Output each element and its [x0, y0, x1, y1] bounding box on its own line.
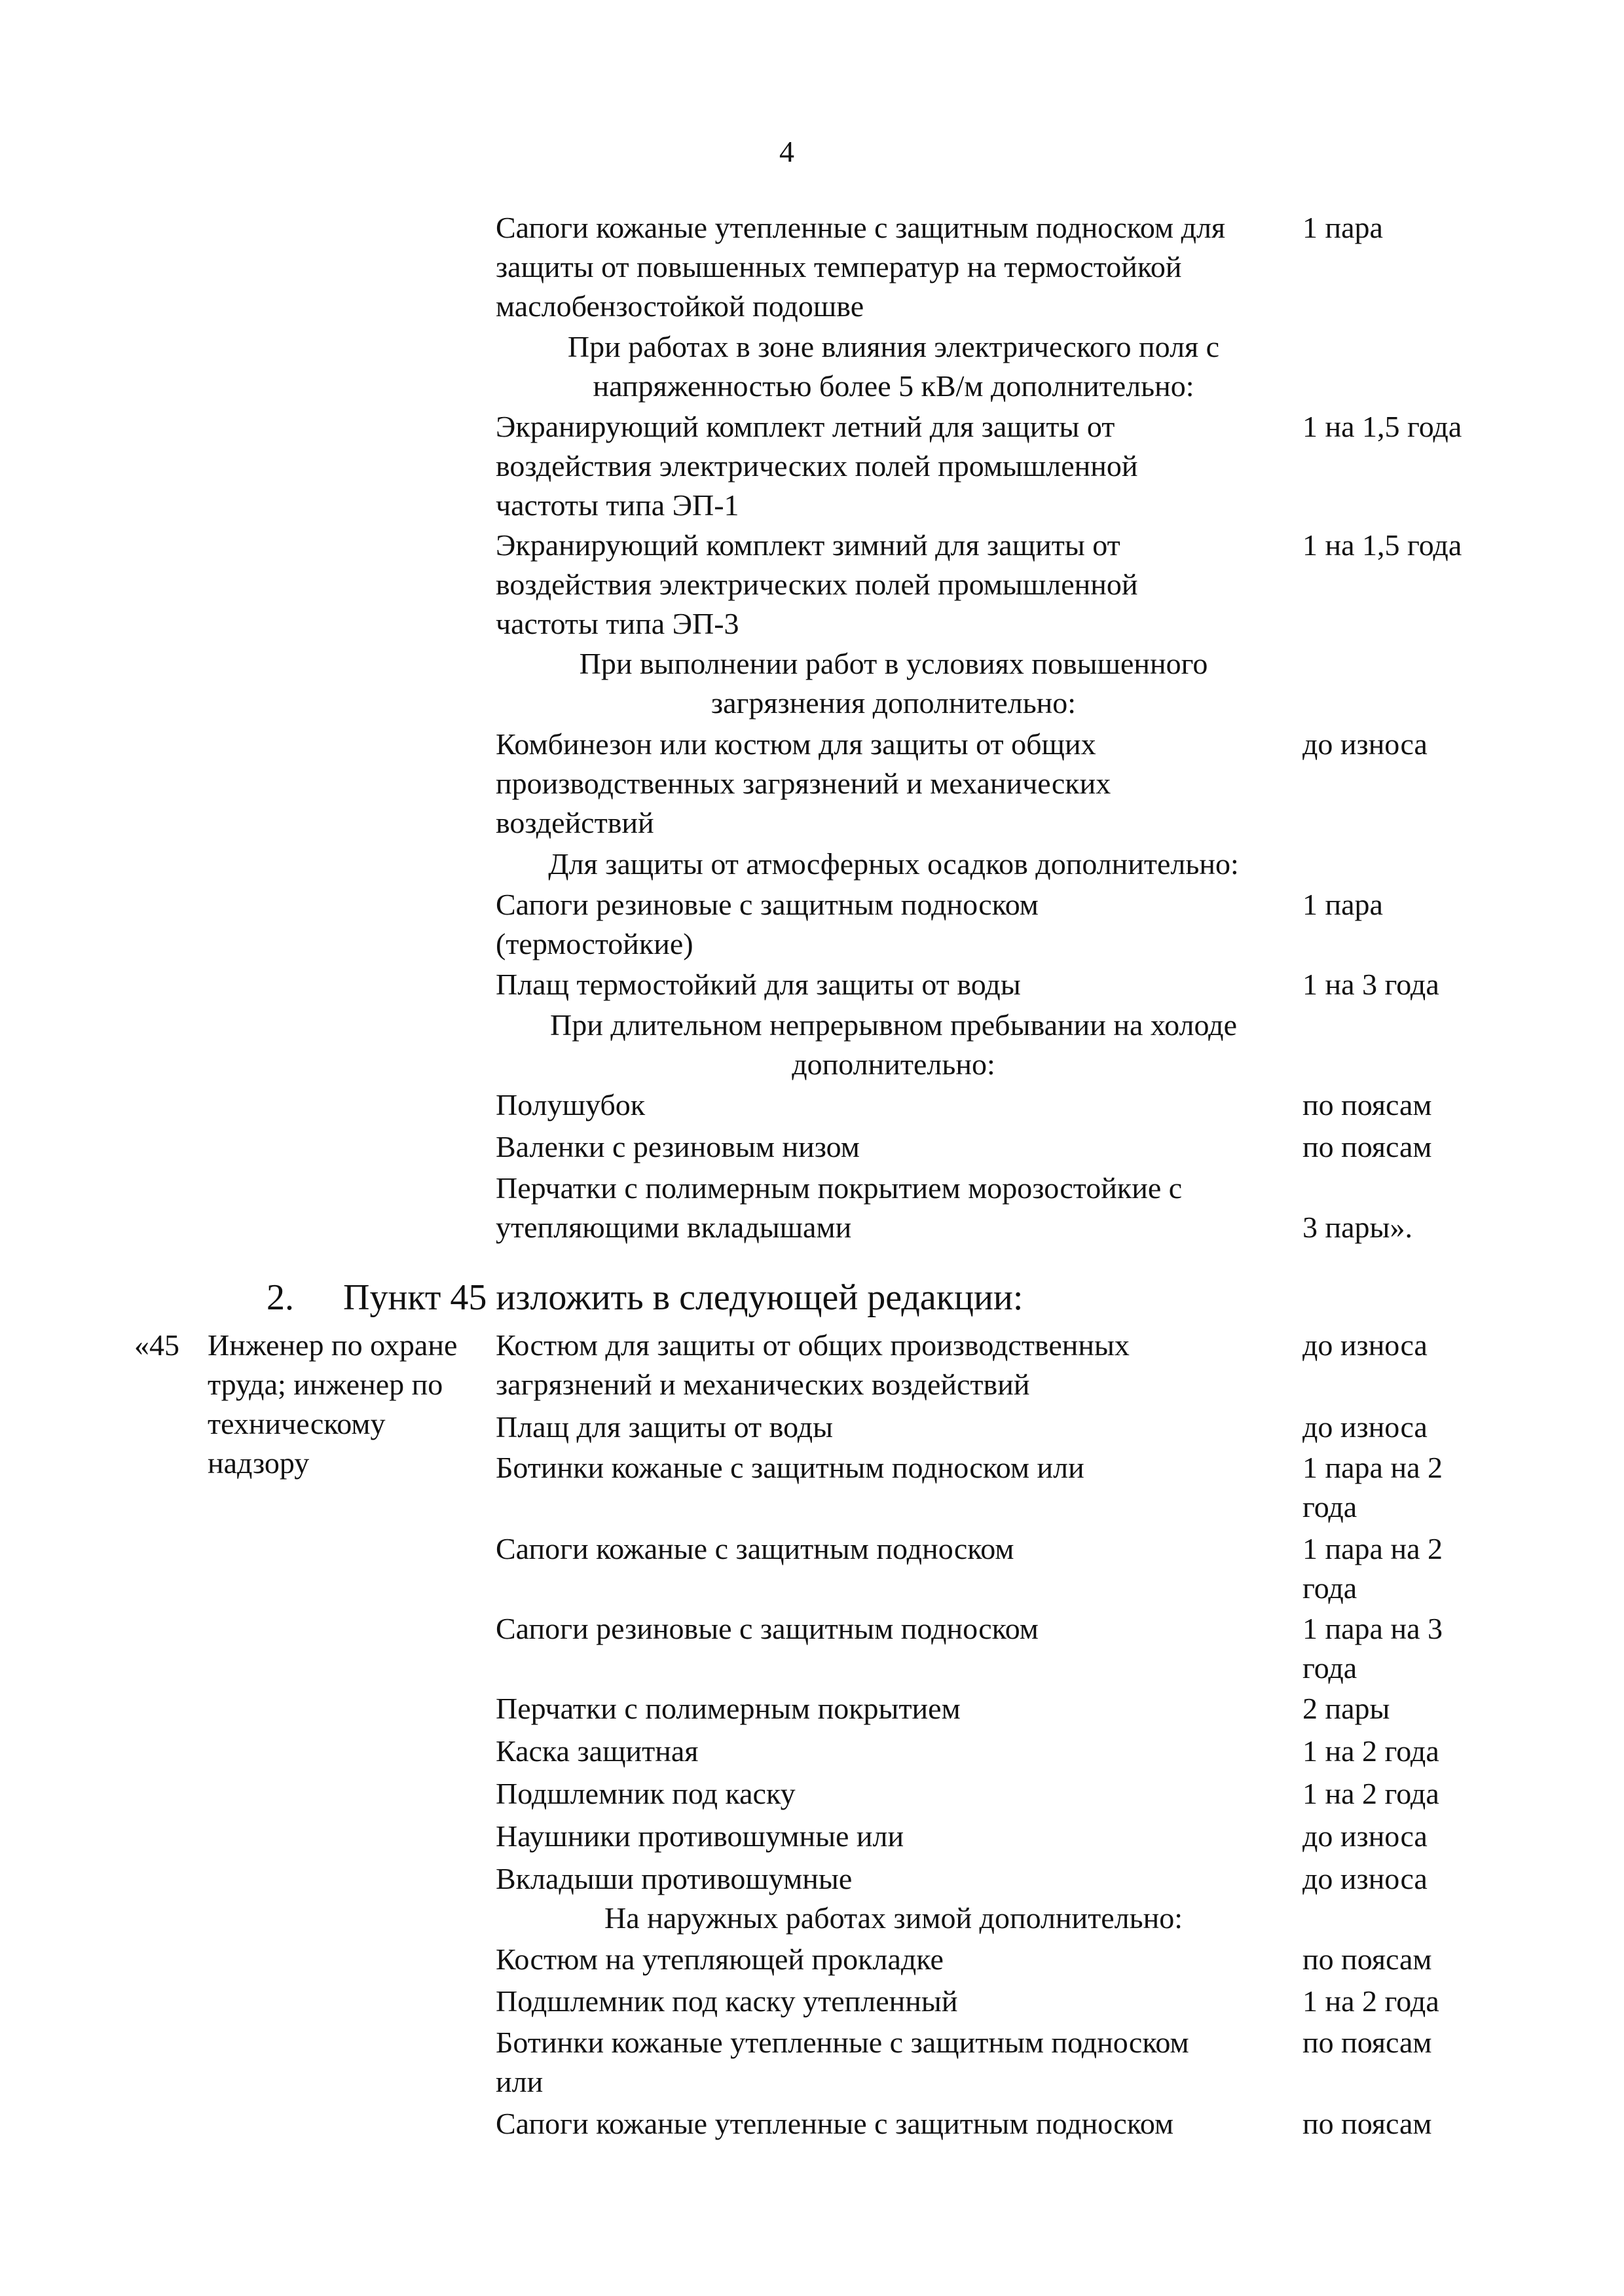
item-norm: 1 на 2 года — [1302, 1734, 1439, 1768]
item-name: Костюм на утепляющей прокладке — [496, 1942, 944, 1976]
item-norm: до износа — [1302, 1862, 1428, 1895]
item-name: Перчатки с полимерным покрытием — [496, 1692, 961, 1725]
item-name: Каска защитная — [496, 1734, 699, 1768]
item-norm: 1 на 3 года — [1302, 968, 1439, 1001]
item-name: Плащ термостойкий для защиты от воды — [496, 968, 1021, 1001]
section-subheading: На наружных работах зимой дополнительно: — [604, 1901, 1183, 1935]
item-norm: по поясам — [1302, 2026, 1432, 2059]
item-norm: до износа — [1302, 1328, 1428, 1362]
item-name: Подшлемник под каску — [496, 1777, 796, 1810]
item-norm: по поясам — [1302, 1942, 1432, 1976]
item-norm: 1 пара на 2 года — [1302, 1451, 1443, 1523]
item-name: Сапоги кожаные утепленные с защитным подноском — [496, 2107, 1174, 2140]
section-subheading: Для защиты от атмосферных осадков дополнительно: — [548, 847, 1239, 881]
item-name: Вкладыши противошумные — [496, 1862, 853, 1895]
item-norm: 1 на 2 года — [1302, 1984, 1439, 2018]
item-name: Ботинки кожаные утепленные с защитным подноском или — [496, 2026, 1189, 2098]
item-name: Сапоги резиновые с защитным подноском (термостойкие) — [496, 888, 1039, 960]
item-norm: 2 пары — [1302, 1692, 1390, 1725]
item-norm: 3 пары». — [1302, 1211, 1412, 1244]
item-norm: 1 пара на 3 года — [1302, 1612, 1443, 1685]
item-name: Экранирующий комплект зимний для защиты от воздействия электрических полей промышленной частоты типа ЭП-3 — [496, 528, 1138, 640]
section-subheading: При работах в зоне влияния электрического поля с напряженностью более 5 кВ/м дополнительно: — [567, 330, 1220, 403]
item-name: Экранирующий комплект летний для защиты от воздействия электрических полей промышленной частоты типа ЭП-1 — [496, 410, 1138, 522]
amendment-text: Пункт 45 изложить в следующей редакции: — [343, 1277, 1024, 1318]
profession-name: Инженер по охране труда; инженер по техническому надзору — [208, 1328, 458, 1480]
item-name: Сапоги кожаные утепленные с защитным подноском для защиты от повышенных температур на термостойкой маслобензостойкой подошве — [496, 211, 1226, 323]
item-name: Сапоги резиновые с защитным подноском — [496, 1612, 1039, 1645]
item-norm: 1 пара — [1302, 211, 1383, 244]
amendment-number: 2. — [267, 1277, 294, 1318]
point-number: «45 — [134, 1328, 179, 1362]
item-name: Полушубок — [496, 1088, 646, 1121]
item-norm: 1 на 1,5 года — [1302, 528, 1462, 562]
item-name: Костюм для защиты от общих производственных загрязнений и механических воздействий — [496, 1328, 1130, 1401]
item-norm: до износа — [1302, 1410, 1428, 1444]
item-norm: до износа — [1302, 727, 1428, 761]
item-name: Перчатки с полимерным покрытием морозостойкие с утепляющими вкладышами — [496, 1171, 1183, 1244]
item-norm: 1 пара на 2 года — [1302, 1532, 1443, 1605]
section-subheading: При выполнении работ в условиях повышенного загрязнения дополнительно: — [579, 647, 1208, 720]
section-subheading: При длительном непрерывном пребывании на холоде дополнительно: — [549, 1008, 1237, 1081]
item-name: Ботинки кожаные с защитным подноском или — [496, 1451, 1084, 1484]
item-name: Валенки с резиновым низом — [496, 1130, 860, 1163]
item-norm: по поясам — [1302, 1088, 1432, 1121]
item-norm: по поясам — [1302, 1130, 1432, 1163]
item-name: Подшлемник под каску утепленный — [496, 1984, 958, 2018]
item-norm: до износа — [1302, 1819, 1428, 1853]
item-norm: по поясам — [1302, 2107, 1432, 2140]
item-norm: 1 на 1,5 года — [1302, 410, 1462, 443]
item-name: Комбинезон или костюм для защиты от общих производственных загрязнений и механических воздействий — [496, 727, 1111, 839]
item-name: Плащ для защиты от воды — [496, 1410, 834, 1444]
item-name: Сапоги кожаные с защитным подноском — [496, 1532, 1014, 1565]
item-name: Наушники противошумные или — [496, 1819, 904, 1853]
item-norm: 1 пара — [1302, 888, 1383, 921]
item-norm: 1 на 2 года — [1302, 1777, 1439, 1810]
page-number: 4 — [779, 135, 794, 168]
